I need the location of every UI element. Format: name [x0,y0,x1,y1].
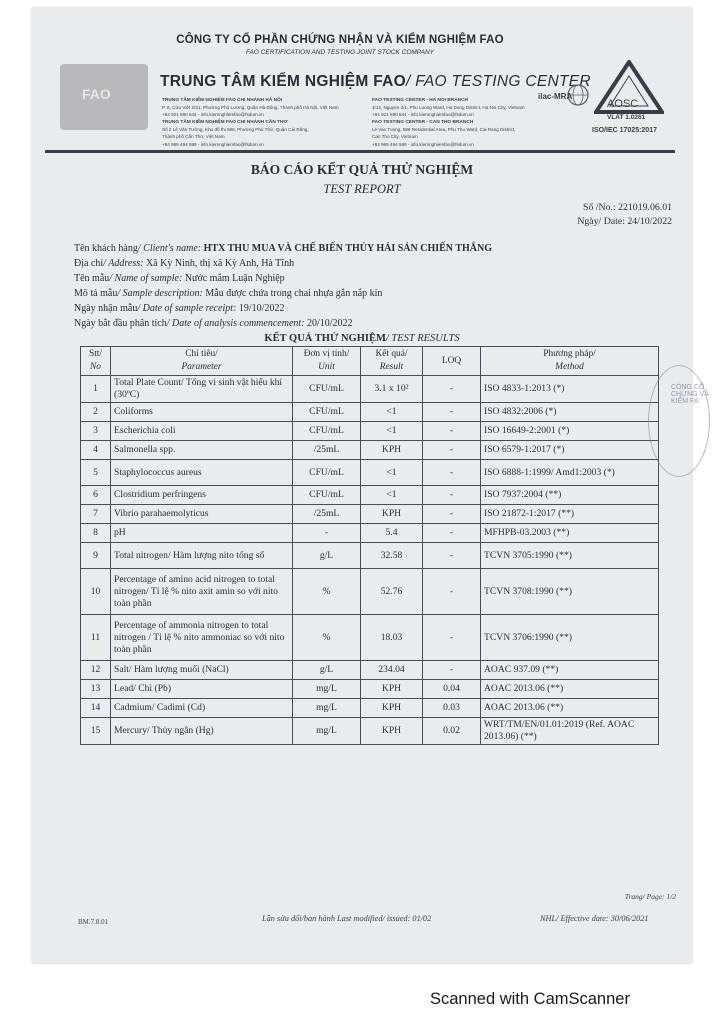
cell-result: KPH [361,441,423,460]
sample-description [74,288,382,299]
cell-result: 5.4 [361,524,423,543]
header-vi: Stt/ [88,349,103,359]
table-row [81,718,659,745]
receipt-label-en: / Date of sample receipt: [137,303,237,314]
cell-no: 3 [81,422,111,441]
cell-result: KPH [361,699,423,718]
cell-no: 15 [81,718,111,745]
cell-parameter: Percentage of amino acid nitrogen to total nitrogen/ Tỉ lệ % nito axit amin so với nito toàn phần [111,569,293,615]
report-title-en: TEST REPORT [323,182,401,196]
cell-loq: - [423,524,481,543]
center-title-vi: TRUNG TÂM KIỂM NGHIỆM FAO [160,73,407,90]
col-header-loq: LOQ [423,347,481,376]
address-label-en: / Address: [103,258,144,269]
branch-line: Số 2 Lê Văn Tưởng, Khu đô thị 586, Phường Phú Thứ, Quận Cái Răng, [162,127,309,133]
branch-hanoi-vi [162,96,372,119]
branch-title: TRUNG TÂM KIỂM NGHIỆM FAO CHI NHÁNH CẦN THƠ [162,120,288,125]
results-title-en: / TEST RESULTS [385,333,460,344]
table-row [81,486,659,505]
sample-label: Tên mẫu [74,273,110,284]
cell-loq: 0.03 [423,699,481,718]
cell-parameter: Vibrio parahaemolyticus [111,505,293,524]
address-value: Xã Kỳ Ninh, thị xã Kỳ Anh, Hà Tĩnh [145,258,295,269]
header-en: No [90,362,101,372]
table-row [81,543,659,569]
cell-method: AOAC 2013.06 (**) [481,699,659,718]
cell-method: ISO 7937:2004 (**) [481,486,659,505]
company-stamp [648,365,710,477]
header-vi: Chỉ tiêu/ [185,349,218,359]
col-header-result [361,347,423,376]
cell-result: KPH [361,718,423,745]
cell-result: <1 [361,422,423,441]
cell-no: 8 [81,524,111,543]
cell-no: 7 [81,505,111,524]
cell-unit: - [293,524,361,543]
cell-no: 5 [81,460,111,486]
sample-receipt-date [74,303,284,314]
cell-loq: - [423,441,481,460]
table-row [81,460,659,486]
cell-no: 1 [81,376,111,403]
header-divider [45,150,675,153]
analysis-label: Ngày bắt đầu phân tích [74,318,167,329]
cell-unit: CFU/mL [293,422,361,441]
cell-parameter: Cadmium/ Cadimi (Cd) [111,699,293,718]
table-row [81,661,659,680]
cell-method: TCVN 3706:1990 (**) [481,615,659,661]
cell-method: WRT/TM/EN/01.01:2019 (Ref. AOAC 2013.06) (**) [481,718,659,745]
table-row [81,505,659,524]
cell-no: 10 [81,569,111,615]
col-header-method [481,347,659,376]
cell-loq: - [423,661,481,680]
cell-result: <1 [361,403,423,422]
cell-parameter: Mercury/ Thủy ngân (Hg) [111,718,293,745]
cell-loq: - [423,486,481,505]
table-row [81,403,659,422]
cell-unit: /25mL [293,505,361,524]
table-row [81,422,659,441]
iso-text: ISO/IEC 17025:2017 [592,127,657,134]
cell-loq: - [423,543,481,569]
client-value: HTX THU MUA VÀ CHẾ BIẾN THỦY HẢI SẢN CHIẾN THẮNG [203,243,493,254]
cell-no: 9 [81,543,111,569]
cell-unit: % [293,569,361,615]
client-label-en: / Client's name: [137,243,202,254]
cell-result: 234.04 [361,661,423,680]
cell-unit: g/L [293,543,361,569]
cell-unit: /25mL [293,441,361,460]
cell-loq: - [423,615,481,661]
table-row [81,569,659,615]
cell-method: AOAC 937.09 (**) [481,661,659,680]
branch-line: +84 969 494 599 - info.kiemnghiemfao@fsdum.vn [162,141,264,147]
cell-no: 6 [81,486,111,505]
branch-title: TRUNG TÂM KIỂM NGHIỆM FAO CHI NHÁNH HÀ NỘI [162,98,283,103]
cell-unit: CFU/mL [293,403,361,422]
cell-method: ISO 4832:2006 (*) [481,403,659,422]
ilac-globe-icon [538,80,590,110]
cell-parameter: Coliforms [111,403,293,422]
last-modified: Lần sửa đổi/ban hành Last modified/ issued: 01/02 [262,914,432,923]
desc-value: Mẫu được chứa trong chai nhựa gắn nắp kín [205,288,383,299]
client-address [74,258,294,269]
cell-unit: mg/L [293,680,361,699]
cell-parameter: Staphylococcus aureus [111,460,293,486]
cell-method: TCVN 3705:1990 (**) [481,543,659,569]
branch-line: Can Tho City, Vietnam [372,134,418,140]
fao-logo [60,64,148,130]
cell-no: 4 [81,441,111,460]
cell-result: 18.03 [361,615,423,661]
branch-line: +84 921 880 544 - info.kiemnghiemfao@fsdum.vn [372,112,474,118]
cell-result: KPH [361,505,423,524]
table-row [81,524,659,543]
table-row [81,680,659,699]
stamp-text: CÔNG CỔ CHỨNG VÀ KIỂM FA [671,384,709,405]
header-en: Method [555,362,584,372]
company-name-en: FAO CERTIFICATION AND TESTING JOINT STOCK COMPANY [245,49,435,56]
fao-logo-text: FAO [82,86,111,102]
branch-title: FAO TESTING CENTER - CAN THO BRANCH [372,120,474,125]
cell-method: ISO 21872-1:2017 (**) [481,505,659,524]
table-row [81,615,659,661]
form-code: BM.7.8.01 [78,918,109,926]
branch-line: +84 969 494 599 - info.kiemnghiemfao@fsdum.vn [372,141,474,147]
cell-unit: % [293,615,361,661]
cell-no: 13 [81,680,111,699]
branch-line: +84 921 880 544 - info.kiemnghiemfao@fsdum.vn [162,112,264,118]
table-row [81,441,659,460]
cell-method: ISO 6888-1:1999/ Amd1:2003 (*) [481,460,659,486]
cell-loq: - [423,460,481,486]
cell-result: KPH [361,680,423,699]
cell-result: 32.58 [361,543,423,569]
client-label: Tên khách hàng [74,243,138,254]
branch-line: Thành phố Cần Thơ, Việt Nam [162,134,225,140]
cell-no: 14 [81,699,111,718]
testing-center-title [160,73,591,91]
header-vi: Kết quả/ [375,349,408,359]
aosc-text: AOSC [607,98,639,110]
address-label: Địa chỉ [74,258,104,269]
cell-method: ISO 16649-2:2001 (*) [481,422,659,441]
results-title-vi: KẾT QUẢ THỬ NGHIỆM [264,333,386,344]
header-vi: Đơn vị tính/ [303,349,350,359]
results-title [0,333,724,344]
cell-result: 52.76 [361,569,423,615]
branch-cantho-en [372,118,542,148]
cell-method: MFHPB-03.2003 (**) [481,524,659,543]
effective-date: NHL/ Effective date: 30/06/2021 [540,914,649,923]
ilac-mra-logo [538,80,590,110]
cell-loq: 0.04 [423,680,481,699]
desc-label-en: / Sample description: [117,288,203,299]
col-header-parameter [111,347,293,376]
cell-loq: - [423,422,481,441]
client-name [74,243,492,254]
cell-method: ISO 6579-1:2017 (*) [481,441,659,460]
branch-line: 4/12, Nguyen 2/1, Phu Luong Ward, Ha Dong District, Ha Noi City, Vietnam [372,105,525,111]
cell-no: 11 [81,615,111,661]
receipt-value: 19/10/2022 [238,303,285,314]
cell-loq: - [423,403,481,422]
branch-hanoi-en [372,96,542,119]
col-header-no [81,347,111,376]
cell-method: AOAC 2013.06 (**) [481,680,659,699]
analysis-value: 20/10/2022 [307,318,353,329]
table-header-row [81,347,659,376]
header-en: Result [379,362,404,372]
cell-parameter: Percentage of ammonia nitrogen to total nitrogen / Tỉ lệ % nito ammoniac so với nito toàn phần [111,615,293,661]
desc-label: Mô tả mẫu [74,288,118,299]
cell-parameter: Salmonella spp. [111,441,293,460]
cell-result: 3.1 x 10² [361,376,423,403]
cell-parameter: Escherichia coli [111,422,293,441]
cell-unit: mg/L [293,699,361,718]
cell-result: <1 [361,460,423,486]
sample-name [74,273,285,284]
cell-loq: 0.02 [423,718,481,745]
branch-line: Le Van Tuong, 586 Residential Area, Phu Thu Ward, Cai Rang District, [372,127,516,133]
camscanner-watermark: Scanned with CamScanner [430,990,630,1008]
cell-loq: - [423,376,481,403]
branch-cantho-vi [162,118,372,148]
page-number: Trang/ Page: 1/2 [624,892,676,901]
branch-line: P. 8, Cửu Việt 2/31, Phường Phú Lương, Quận Hà Đông, Thành phố Hà Nội, Việt Nam [162,105,339,111]
report-date: Ngày/ Date: 24/10/2022 [577,216,672,227]
analysis-start-date [74,318,353,329]
cell-result: <1 [361,486,423,505]
cell-unit: CFU/mL [293,486,361,505]
sample-label-en: / Name of sample: [109,273,183,284]
results-table [80,346,659,745]
center-title-en: / FAO TESTING CENTER [406,73,591,90]
cell-unit: g/L [293,661,361,680]
company-name-vi: CÔNG TY CỔ PHẦN CHỨNG NHẬN VÀ KIỂM NGHIỆM FAO [176,34,504,46]
cell-parameter: Total nitrogen/ Hàm lượng nito tổng số [111,543,293,569]
cell-method: TCVN 3708:1990 (**) [481,569,659,615]
analysis-label-en: / Date of analysis commencement: [166,318,305,329]
receipt-label: Ngày nhận mẫu [74,303,138,314]
header-en: Parameter [181,362,222,372]
cell-method: ISO 4833-1:2013 (*) [481,376,659,403]
ilac-text: ilac-MRA [538,92,573,101]
vlat-text: VLAT 1.0261 [607,114,646,121]
header-vi: Phương pháp/ [543,349,596,359]
cell-parameter: Total Plate Count/ Tổng vi sinh vật hiếu khí (30ºC) [111,376,293,403]
cell-unit: mg/L [293,718,361,745]
cell-parameter: Lead/ Chì (Pb) [111,680,293,699]
cell-loq: - [423,505,481,524]
branch-title: FAO TESTING CENTER - HA NOI BRANCH [372,98,469,103]
sample-value: Nước mắm Luận Nghiệp [184,273,285,284]
table-row [81,376,659,403]
table-row [81,699,659,718]
cell-loq: - [423,569,481,615]
header-en: Unit [318,362,335,372]
cell-unit: CFU/mL [293,376,361,403]
cell-no: 12 [81,661,111,680]
report-number: Số /No.: 221019.06.01 [583,202,672,213]
col-header-unit [293,347,361,376]
cell-parameter: pH [111,524,293,543]
cell-parameter: Salt/ Hàm lượng muối (NaCl) [111,661,293,680]
cell-no: 2 [81,403,111,422]
cell-unit: CFU/mL [293,460,361,486]
cell-parameter: Clostridium perfringens [111,486,293,505]
report-title-vi: BÁO CÁO KẾT QUẢ THỬ NGHIỆM [250,162,474,177]
